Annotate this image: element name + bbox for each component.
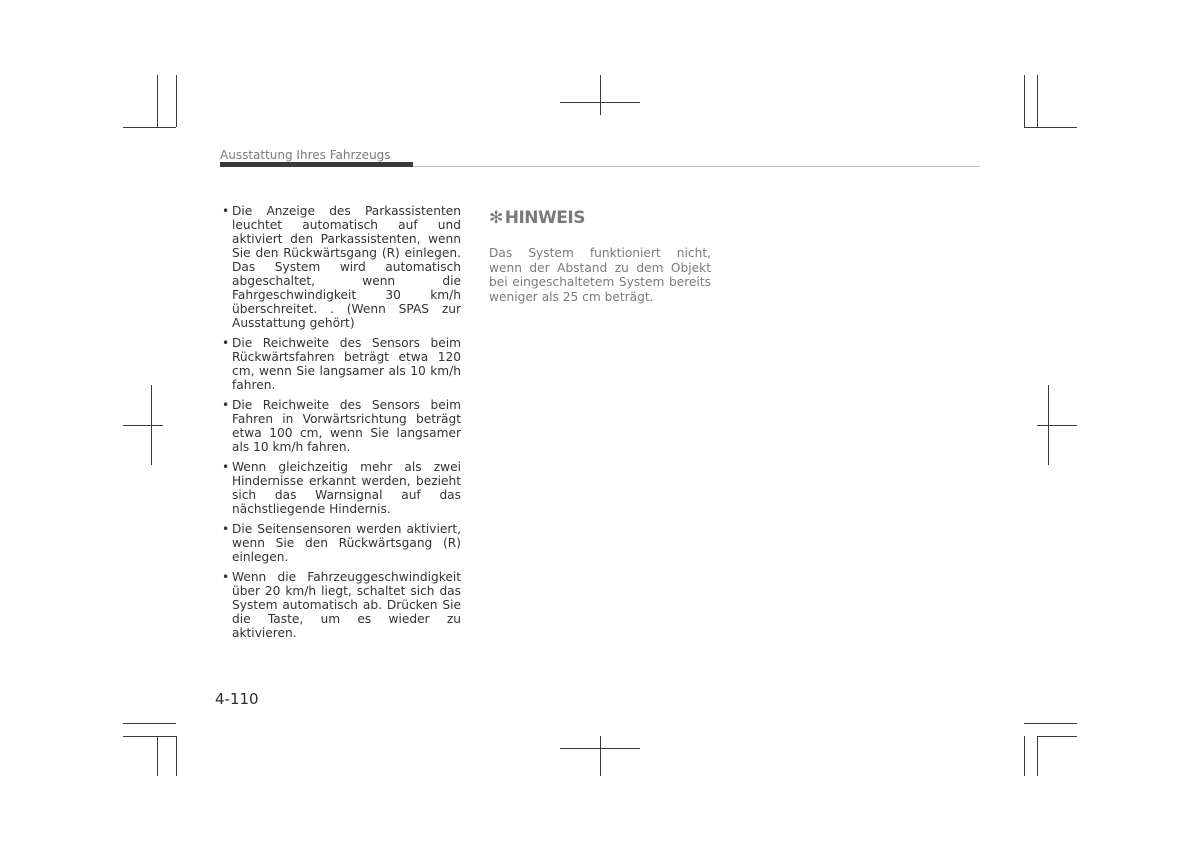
list-item-text: Die Reichweite des Sensors beim Fahren in Vorwärtsrichtung beträgt etwa 100 cm, wenn Sie langsamer als 10 km/h fahren.	[232, 398, 461, 454]
crop-mark-line	[151, 385, 152, 465]
note-heading	[489, 208, 585, 228]
crop-mark-line	[1024, 127, 1077, 128]
header-bar	[220, 162, 413, 167]
header-rule	[413, 166, 980, 167]
note-star-icon: ✻	[489, 208, 503, 228]
list-item	[221, 336, 461, 392]
crop-mark-line	[1037, 736, 1038, 776]
crop-mark-line	[1024, 736, 1025, 776]
crop-mark-line	[123, 127, 176, 128]
list-item	[221, 570, 461, 640]
list-item-text: Die Reichweite des Sensors beim Rückwärtsfahren beträgt etwa 120 cm, wenn Sie langsamer als 10 km/h fahren.	[232, 336, 461, 392]
bullet-dot: •	[222, 398, 230, 412]
crop-mark-line	[176, 736, 177, 776]
crop-mark-line	[1037, 425, 1077, 426]
crop-mark-line	[123, 425, 163, 426]
crop-mark-line	[1037, 75, 1038, 127]
note-body: Das System funktioniert nicht, wenn der Abstand zu dem Objekt bei eingeschaltetem System bereits weniger als 25 cm beträgt.	[489, 246, 711, 304]
crop-mark-line	[157, 736, 158, 776]
note-title: HINWEIS	[504, 208, 585, 228]
list-item	[221, 522, 461, 564]
list-item	[221, 460, 461, 516]
crop-mark-line	[600, 75, 601, 115]
list-item-text: Wenn die Fahrzeuggeschwindigkeit über 20 km/h liegt, schaltet sich das System automatisch ab. Drücken Sie die Taste, um es wieder zu aktivieren.	[232, 570, 461, 640]
list-item	[221, 398, 461, 454]
crop-mark-line	[1037, 736, 1077, 737]
crop-mark-line	[1024, 75, 1025, 127]
crop-mark-line	[600, 736, 601, 776]
bullet-dot: •	[222, 336, 230, 350]
list-item	[221, 204, 461, 330]
crop-mark-line	[1024, 723, 1077, 724]
section-title: Ausstattung Ihres Fahrzeugs	[220, 148, 391, 162]
list-item-text: Die Anzeige des Parkassistenten leuchtet automatisch auf und aktiviert den Parkassistenten, wenn Sie den Rückwärtsgang (R) einlegen. Das System wird automatisch abgeschaltet, wenn die Fahrgeschwindigkeit 30 km/h überschreitet. . (Wenn SPAS zur Ausstattung gehört)	[232, 204, 461, 330]
bullet-dot: •	[222, 570, 230, 584]
crop-mark-line	[1048, 385, 1049, 465]
bullet-dot: •	[222, 204, 230, 218]
crop-mark-line	[123, 736, 176, 737]
bullet-list	[221, 204, 461, 646]
crop-mark-line	[123, 723, 176, 724]
crop-mark-line	[157, 75, 158, 127]
bullet-dot: •	[222, 522, 230, 536]
crop-mark-line	[176, 75, 177, 127]
list-item-text: Wenn gleichzeitig mehr als zwei Hindernisse erkannt werden, bezieht sich das Warnsignal auf das nächstliegende Hindernis.	[232, 460, 461, 516]
page-number: 4-110	[215, 690, 259, 708]
bullet-dot: •	[222, 460, 230, 474]
list-item-text: Die Seitensensoren werden aktiviert, wenn Sie den Rückwärtsgang (R) einlegen.	[232, 522, 461, 564]
